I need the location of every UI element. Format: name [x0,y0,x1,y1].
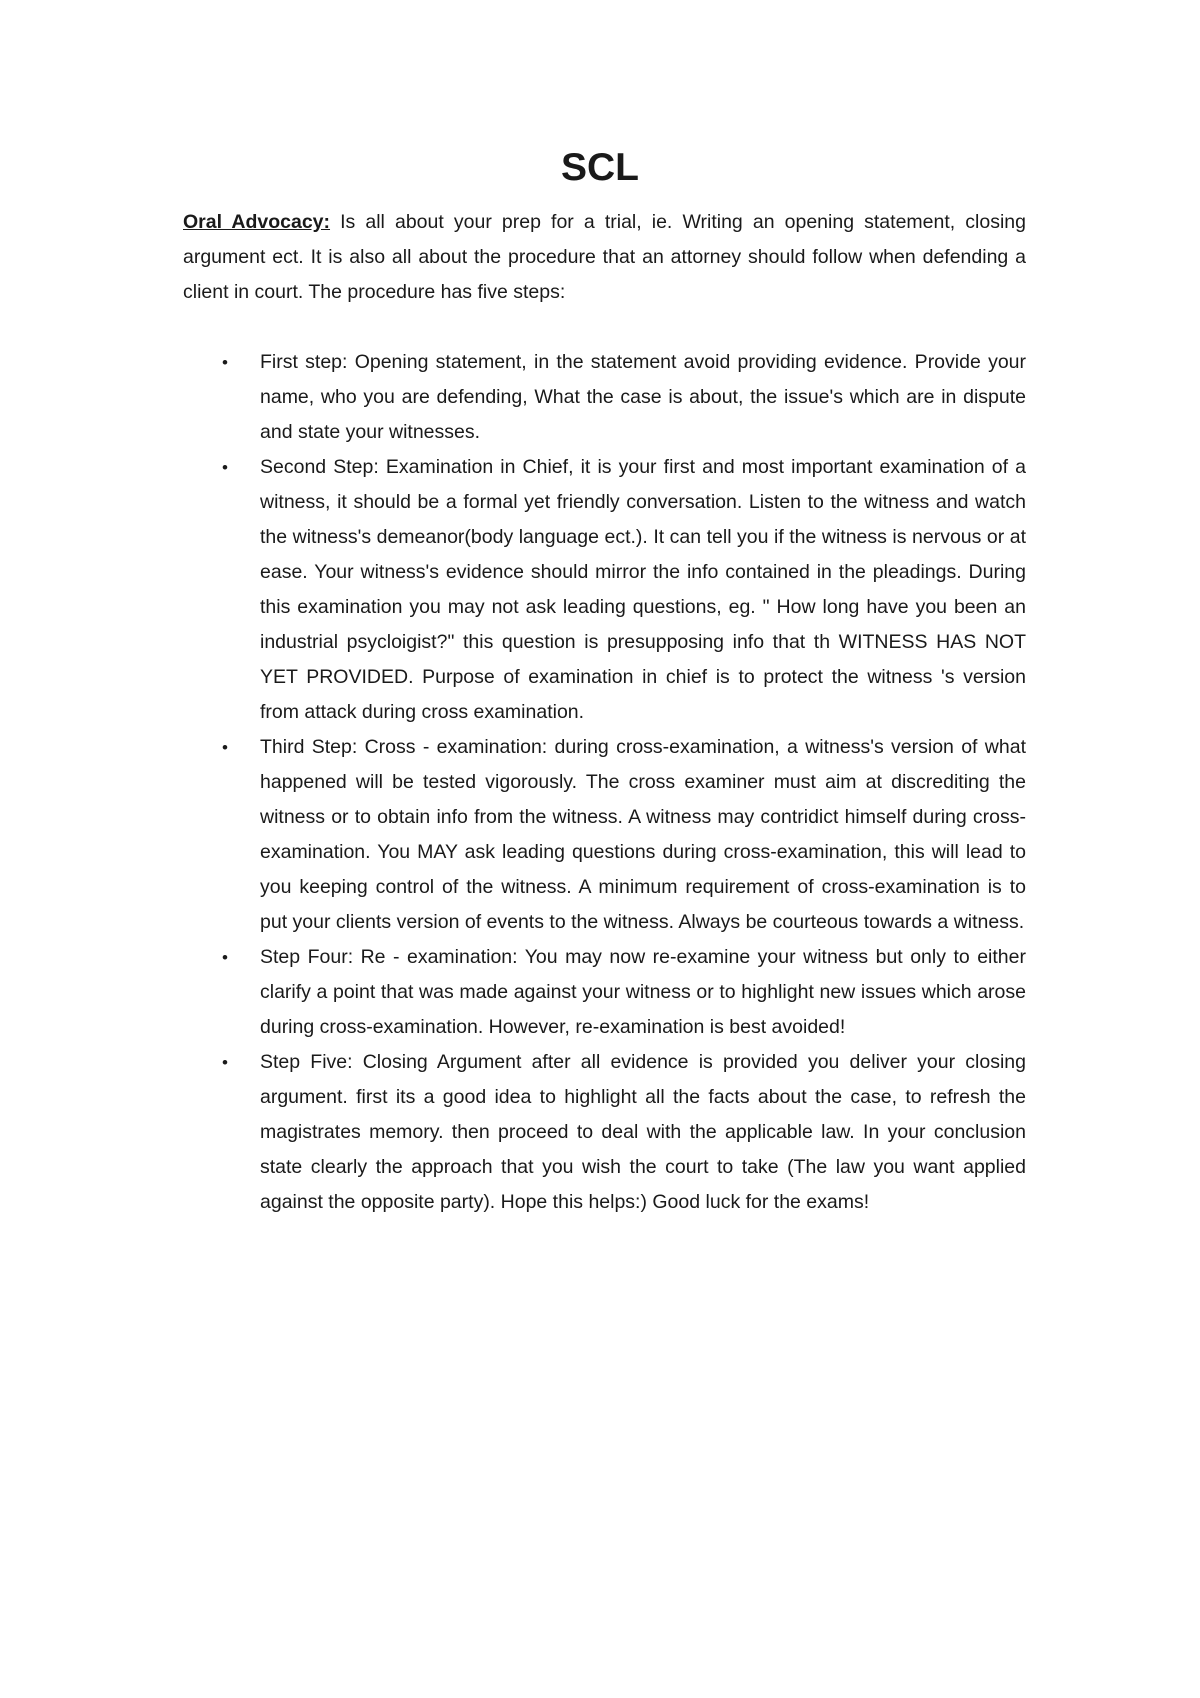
intro-paragraph [183,205,1026,310]
bullet-icon: • [222,738,228,757]
bullet-icon: • [222,948,228,967]
list-item [183,1045,1026,1220]
step-text: First step: Opening statement, in the statement avoid providing evidence. Provide your name, who you are defending, What the case is about, the issue's which are in dispute and state your witnesses. [260,351,1026,443]
step-text: Step Four: Re - examination: You may now re-examine your witness but only to either clarify a point that was made against your witness or to highlight new issues which arose during cross-examination. However, re-examination is best avoided! [260,946,1026,1038]
list-item [183,345,1026,450]
intro-lead: Oral Advocacy: [183,211,331,233]
steps-list [183,345,1026,1220]
step-text: Third Step: Cross - examination: during cross-examination, a witness's version of what happened will be tested vigorously. The cross examiner must aim at discrediting the witness or to obtain info from the witness. A witness may contridict himself during cross-examination. You MAY ask leading questions during cross-examination, this will lead to you keeping control of the witness. A minimum requirement of cross-examination is to put your clients version of events to the witness. Always be courteous towards a witness. [260,736,1026,933]
list-item [183,450,1026,730]
step-text: Step Five: Closing Argument after all evidence is provided you deliver your closing argument. first its a good idea to highlight all the facts about the case, to refresh the magistrates memory. then proceed to deal with the applicable law. In your conclusion state clearly the approach that you wish the court to take (The law you want applied against the opposite party). Hope this helps:) Good luck for the exams! [260,1051,1026,1213]
page-title: SCL [561,146,639,189]
list-item [183,730,1026,940]
bullet-icon: • [222,458,228,477]
intro-text: Is all about your prep for a trial, ie. Writing an opening statement, closing argument ect. It is also all about the procedure that an attorney should follow when defending a client in court. The procedure has five steps: [183,211,1026,303]
bullet-icon: • [222,1053,228,1072]
document-body [183,205,1026,1220]
bullet-icon: • [222,353,228,372]
list-item [183,940,1026,1045]
step-text: Second Step: Examination in Chief, it is your first and most important examination of a witness, it should be a formal yet friendly conversation. Listen to the witness and watch the witness's demeanor(body language ect.). It can tell you if the witness is nervous or at ease. Your witness's evidence should mirror the info contained in the pleadings. During this examination you may not ask leading questions, eg. " How long have you been an industrial psycloigist?" this question is presupposing info that th WITNESS HAS NOT YET PROVIDED. Purpose of examination in chief is to protect the witness 's version from attack during cross examination. [260,456,1026,723]
